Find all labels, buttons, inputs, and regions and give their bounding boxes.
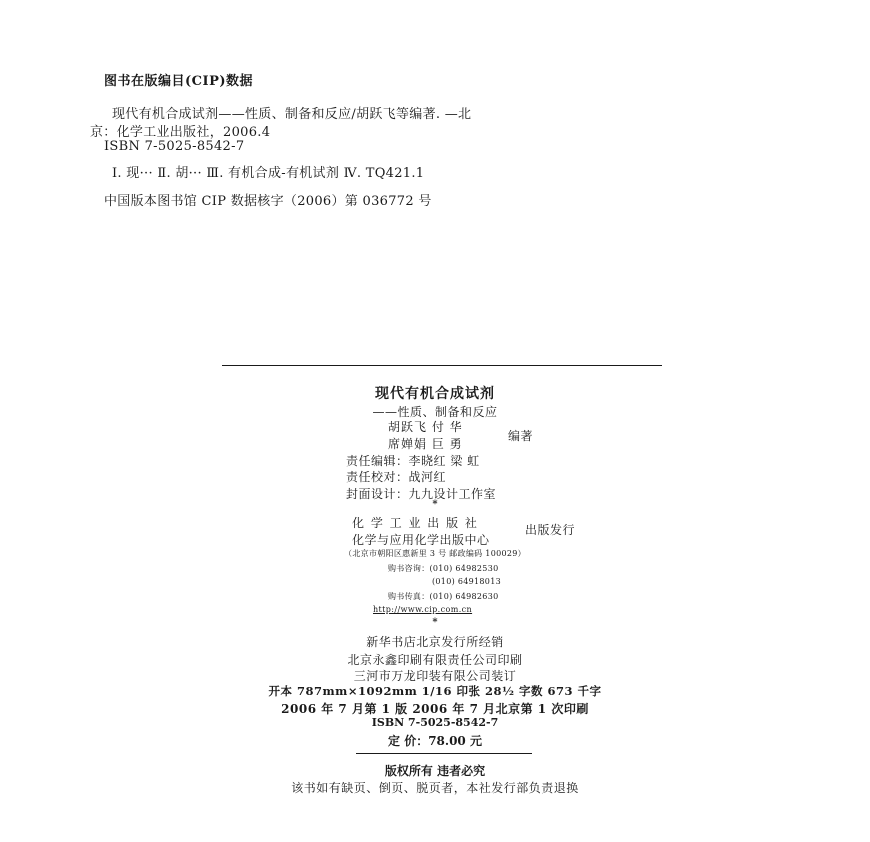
book-format: 开本 787mm×1092mm 1/16 印张 28½ 字数 673 千字: [268, 684, 602, 698]
authors-line-1: 胡跃飞 付 华: [388, 420, 463, 434]
responsible-proofreader: 责任校对：战河红: [346, 470, 447, 484]
cip-publisher-line: 京：化学工业出版社，2006.4: [90, 125, 271, 140]
cip-isbn-line: ISBN 7-5025-8542-7: [104, 139, 245, 154]
order-fax: 购书传真：(010) 64982630: [388, 592, 499, 601]
separator-star-2: *: [432, 617, 438, 628]
book-price: 定 价：78.00 元: [388, 734, 482, 748]
edition-info: 2006 年 7 月第 1 版 2006 年 7 月北京第 1 次印刷: [281, 702, 589, 716]
book-subtitle: ——性质、制备和反应: [372, 405, 498, 419]
colophon-isbn: ISBN 7-5025-8542-7: [371, 716, 499, 729]
distributor: 新华书店北京发行所经销: [366, 635, 504, 649]
order-phone-1: 购书咨询：(010) 64982530: [388, 564, 499, 573]
cip-heading: 图书在版编目(CIP)数据: [104, 74, 254, 89]
authors-role: 编著: [508, 429, 534, 443]
printer: 北京永鑫印刷有限责任公司印刷: [347, 653, 523, 667]
authors-line-2: 席婵娟 巨 勇: [388, 437, 463, 451]
publisher-role: 出版发行: [525, 523, 576, 537]
cip-record-number-line: 中国版本图书馆 CIP 数据核字（2006）第 036772 号: [104, 194, 432, 209]
publisher-name: 化 学 工 业 出 版 社: [352, 516, 479, 530]
cip-title-line: 现代有机合成试剂——性质、制备和反应/胡跃飞等编著. —北: [112, 107, 472, 122]
binder: 三河市万龙印装有限公司装订: [353, 669, 517, 683]
responsible-editor: 责任编辑：李晓红 梁 虹: [346, 454, 480, 468]
publisher-address: （北京市朝阳区惠新里 3 号 邮政编码 100029）: [344, 549, 526, 558]
return-policy-notice: 该书如有缺页、倒页、脱页者，本社发行部负责退换: [291, 781, 579, 795]
book-title: 现代有机合成试剂: [375, 386, 495, 402]
publisher-center: 化学与应用化学出版中心: [352, 533, 490, 547]
copyright-notice: 版权所有 违者必究: [384, 764, 486, 778]
cover-designer: 封面设计：九九设计工作室: [346, 487, 497, 501]
cip-classification-line: Ⅰ. 现··· Ⅱ. 胡··· Ⅲ. 有机合成-有机试剂 Ⅳ. TQ421.1: [112, 166, 425, 181]
order-phone-2: (010) 64918013: [432, 577, 501, 586]
colophon-bottom-rule: [356, 753, 532, 754]
colophon-top-rule: [222, 365, 662, 366]
publisher-website-link[interactable]: http://www.cip.com.cn: [373, 605, 473, 614]
separator-star-1: *: [432, 499, 438, 510]
